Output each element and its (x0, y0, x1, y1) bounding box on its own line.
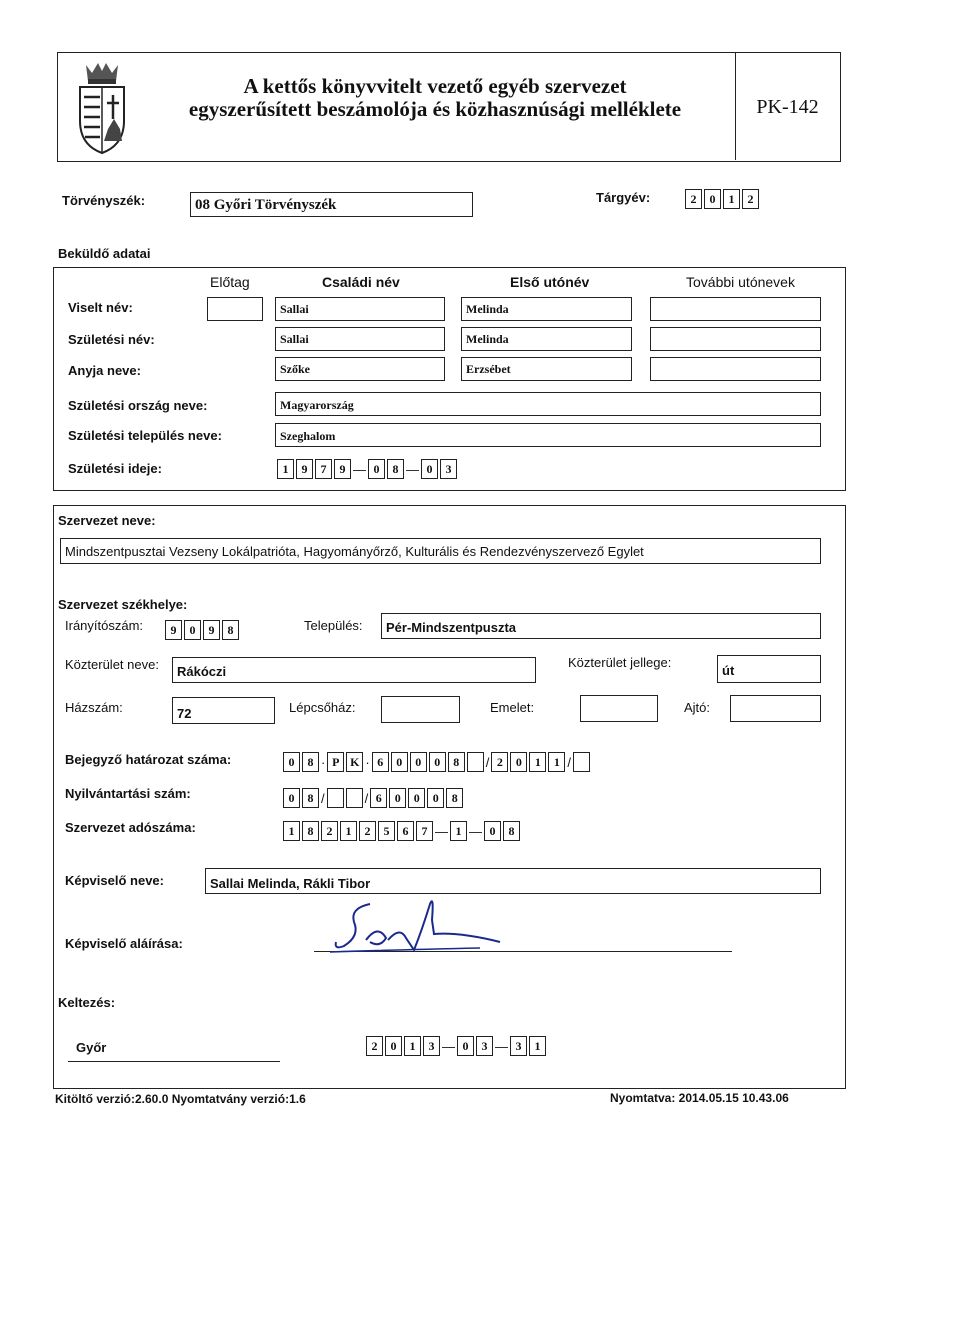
digit-cell[interactable]: 0 (283, 788, 300, 808)
digit-cell[interactable]: 0 (389, 788, 406, 808)
decision-label: Bejegyző határozat száma: (65, 752, 232, 767)
door-label: Ajtó: (684, 700, 711, 715)
digit-cell[interactable]: 7 (416, 821, 433, 841)
birth-date-label: Születési ideje: (68, 461, 162, 476)
footer-version: Kitöltő verzió:2.60.0 Nyomtatvány verzió:1.6 (55, 1092, 306, 1106)
org-seat-label: Szervezet székhelye: (58, 597, 188, 612)
handwritten-signature (330, 890, 520, 965)
digit-cell[interactable]: 8 (302, 752, 319, 772)
dated-place-line (68, 1061, 280, 1062)
digit-separator: — (353, 461, 366, 477)
digit-cell[interactable]: 0 (391, 752, 408, 772)
coat-of-arms-icon (72, 57, 132, 157)
tax-number-digits[interactable] (283, 821, 522, 841)
digit-cell[interactable]: 9 (296, 459, 313, 479)
birth-place-field[interactable]: Szeghalom (275, 423, 821, 447)
street-label: Közterület neve: (65, 657, 159, 672)
form-code: PK-142 (756, 96, 819, 118)
digit-separator: · (365, 754, 370, 770)
street-field[interactable]: Rákóczi (172, 657, 536, 683)
digit-separator: / (321, 790, 325, 806)
stair-label: Lépcsőház: (289, 700, 356, 715)
sender-section-title: Beküldő adatai (58, 246, 151, 261)
digit-cell[interactable]: 3 (423, 1036, 440, 1056)
footer-printed: Nyomtatva: 2014.05.15 10.43.06 (610, 1091, 789, 1105)
digit-cell[interactable]: 5 (378, 821, 395, 841)
digit-separator: / (485, 754, 490, 770)
signature-label: Képviselő aláírása: (65, 936, 183, 951)
mother-first-field[interactable]: Erzsébet (461, 357, 632, 381)
floor-label: Emelet: (490, 700, 535, 715)
digit-cell[interactable]: 0 (484, 821, 501, 841)
digit-cell[interactable]: 6 (370, 788, 387, 808)
birth-place-label: Születési település neve: (68, 428, 222, 443)
digit-separator: — (442, 1038, 455, 1054)
header-divider (735, 52, 736, 160)
digit-cell[interactable]: 0 (184, 620, 201, 640)
town-field[interactable]: Pér-Mindszentpuszta (381, 613, 821, 639)
digit-cell[interactable]: K (346, 752, 363, 772)
street-type-label: Közterület jellege: (568, 655, 672, 670)
digit-cell[interactable]: 3 (440, 459, 457, 479)
digit-cell[interactable]: 9 (203, 620, 220, 640)
reg-number-digits[interactable] (283, 788, 465, 808)
digit-cell[interactable]: 2 (359, 821, 376, 841)
digit-cell[interactable]: P (327, 752, 344, 772)
digit-cell[interactable]: 8 (387, 459, 404, 479)
digit-cell[interactable]: 8 (503, 821, 520, 841)
form-title-line1: A kettős könyvvitelt vezető egyéb szervezet (243, 74, 627, 98)
house-label: Házszám: (65, 700, 123, 715)
digit-cell[interactable]: 8 (302, 821, 319, 841)
street-type-field[interactable]: út (717, 655, 821, 683)
digit-cell[interactable]: 0 (410, 752, 427, 772)
digit-cell[interactable]: 0 (408, 788, 425, 808)
digit-cell[interactable]: 1 (529, 752, 546, 772)
digit-separator: — (469, 823, 482, 839)
form-title-line2: egyszerűsített beszámolója és közhasznúsági melléklete (188, 97, 682, 121)
digit-cell[interactable]: 9 (165, 620, 182, 640)
digit-cell[interactable]: 1 (277, 459, 294, 479)
birth-first-field[interactable]: Melinda (461, 327, 632, 351)
digit-cell[interactable]: 2 (491, 752, 508, 772)
year-label: Tárgyév: (596, 190, 651, 205)
col-family-header: Családi név (322, 274, 400, 290)
reg-number-label: Nyilvántartási szám: (65, 786, 191, 801)
digit-cell[interactable]: 8 (222, 620, 239, 640)
col-first-header: Első utónév (510, 274, 590, 290)
digit-cell[interactable]: 0 (427, 788, 444, 808)
dated-label: Keltezés: (58, 995, 116, 1010)
digit-cell[interactable]: 6 (397, 821, 414, 841)
digit-cell[interactable]: 0 (704, 189, 721, 209)
digit-cell[interactable]: 0 (283, 752, 300, 772)
digit-cell[interactable]: 8 (302, 788, 319, 808)
court-field[interactable]: 08 Győri Törvényszék (190, 192, 473, 217)
digit-cell[interactable]: 1 (723, 189, 740, 209)
digit-cell[interactable]: 0 (510, 752, 527, 772)
rep-name-label: Képviselő neve: (65, 873, 164, 888)
digit-separator: · (321, 754, 326, 770)
court-label: Törvényszék: (62, 193, 146, 208)
birth-country-label: Születési ország neve: (68, 398, 208, 413)
digit-cell[interactable]: 2 (366, 1036, 383, 1056)
birth-more-field[interactable] (650, 327, 821, 351)
floor-field[interactable] (580, 695, 658, 722)
door-field[interactable] (730, 695, 821, 722)
digit-cell[interactable]: 8 (448, 752, 465, 772)
digit-separator: — (406, 461, 419, 477)
birth-country-field[interactable]: Magyarország (275, 392, 821, 416)
birth-date-digits[interactable] (277, 459, 459, 479)
digit-cell[interactable] (346, 788, 363, 808)
col-more-header: További utónevek (686, 274, 795, 290)
digit-cell[interactable]: 3 (476, 1036, 493, 1056)
digit-cell[interactable]: 9 (334, 459, 351, 479)
digit-cell[interactable]: 3 (510, 1036, 527, 1056)
birth-family-field[interactable]: Sallai (275, 327, 445, 351)
current-prefix-field[interactable] (207, 297, 263, 321)
digit-cell[interactable]: 0 (457, 1036, 474, 1056)
digit-cell[interactable]: 7 (315, 459, 332, 479)
town-label: Település: (304, 618, 363, 633)
rep-name-field[interactable]: Sallai Melinda, Rákli Tibor (205, 868, 821, 894)
current-family-field[interactable]: Sallai (275, 297, 445, 321)
dated-date-digits[interactable] (366, 1036, 548, 1056)
stair-field[interactable] (381, 696, 460, 723)
digit-cell[interactable]: 1 (340, 821, 357, 841)
digit-cell[interactable]: 2 (685, 189, 702, 209)
dated-place: Győr (76, 1040, 107, 1055)
mother-name-label: Anyja neve: (68, 363, 141, 378)
digit-cell[interactable]: 2 (742, 189, 759, 209)
digit-cell[interactable] (327, 788, 344, 808)
org-name-field[interactable]: Mindszentpusztai Vezseny Lokálpatrióta, Hagyományőrző, Kulturális és Rendezvényszervező Egylet (60, 538, 821, 564)
digit-cell[interactable] (573, 752, 590, 772)
org-name-label: Szervezet neve: (58, 513, 156, 528)
zip-digits[interactable] (165, 620, 241, 640)
col-prefix-header: Előtag (210, 274, 250, 290)
tax-number-label: Szervezet adószáma: (65, 820, 196, 835)
digit-cell[interactable]: 2 (321, 821, 338, 841)
digit-separator: / (567, 754, 571, 770)
decision-number-digits[interactable] (283, 752, 592, 772)
digit-separator: / (364, 790, 369, 806)
mother-more-field[interactable] (650, 357, 821, 381)
mother-family-field[interactable]: Szőke (275, 357, 445, 381)
digit-cell[interactable] (467, 752, 484, 772)
digit-cell[interactable]: 1 (283, 821, 300, 841)
zip-label: Irányítószám: (65, 618, 144, 633)
digit-separator: — (495, 1038, 508, 1054)
digit-separator: — (435, 823, 448, 839)
house-field[interactable]: 72 (172, 697, 275, 724)
digit-cell[interactable]: 6 (372, 752, 389, 772)
digit-cell[interactable]: 1 (548, 752, 565, 772)
year-digits[interactable] (685, 189, 761, 209)
current-first-field[interactable]: Melinda (461, 297, 632, 321)
digit-cell[interactable]: 1 (450, 821, 467, 841)
digit-cell[interactable]: 0 (368, 459, 385, 479)
digit-cell[interactable]: 0 (429, 752, 446, 772)
current-more-field[interactable] (650, 297, 821, 321)
digit-cell[interactable]: 0 (385, 1036, 402, 1056)
digit-cell[interactable]: 0 (421, 459, 438, 479)
digit-cell[interactable]: 1 (529, 1036, 546, 1056)
digit-cell[interactable]: 1 (404, 1036, 421, 1056)
birth-name-label: Születési név: (68, 332, 155, 347)
digit-cell[interactable]: 8 (446, 788, 463, 808)
current-name-label: Viselt név: (68, 300, 133, 315)
